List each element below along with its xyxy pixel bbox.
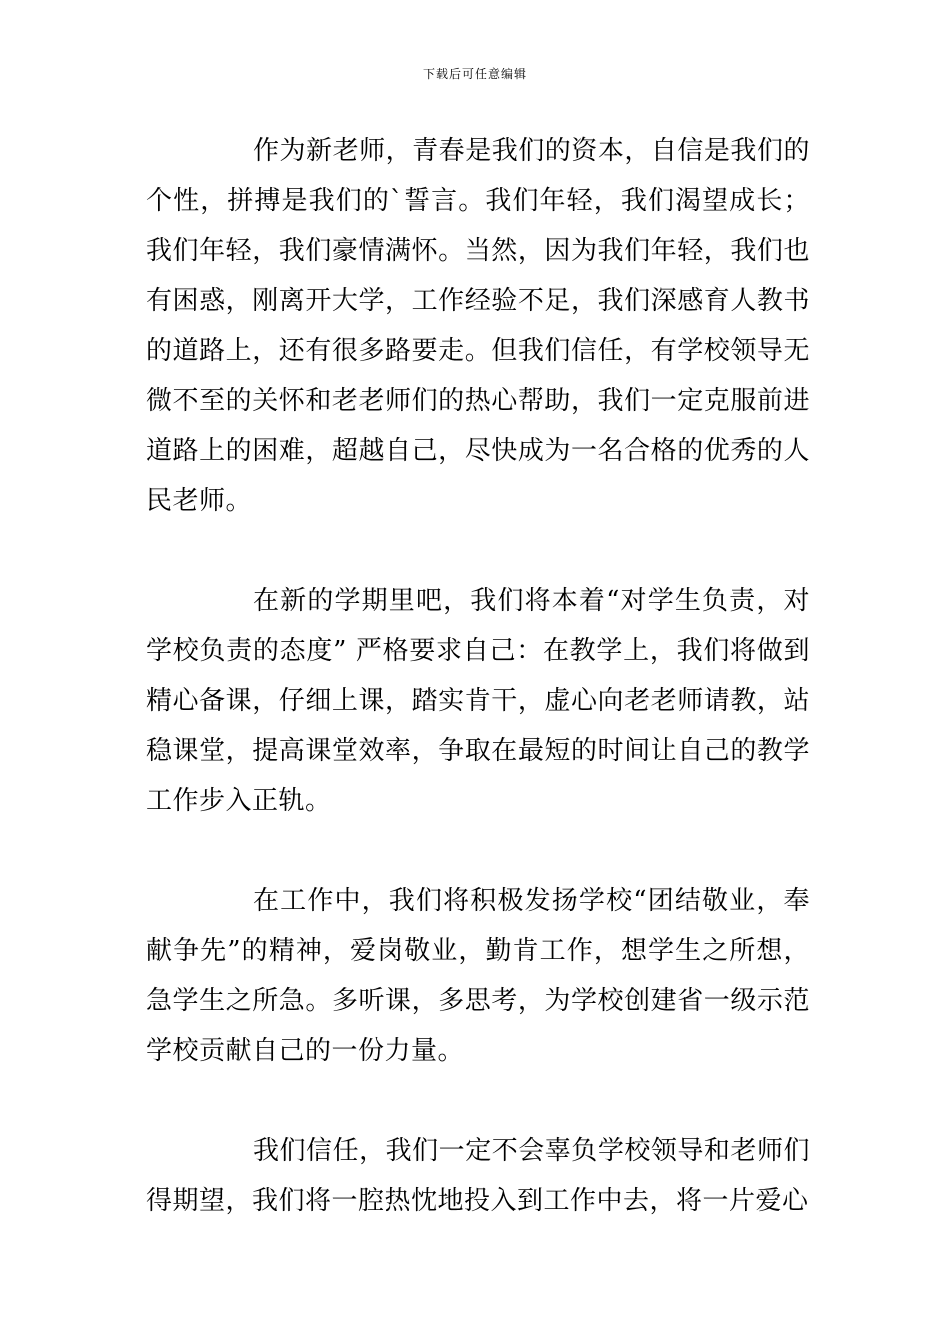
header-note: 下载后可任意编辑 [422,67,527,81]
document-body [146,126,810,1226]
paragraph-4: 我们信任，我们一定不会辜负学校领导和老师们得期望，我们将一腔热忱地投入到工作中去，将一片爱心 [146,1136,810,1216]
paragraph-2: 在新的学期里吧，我们将本着“对学生负责，对学校负责的态度” 严格要求自己：在教学上，我们将做到精心备课，仔细上课，踏实肯干，虚心向老老师请教，站稳课堂，提高课堂效率，争取在最短的时间让自己的教学工作步入正轨。 [146,586,810,816]
paragraph-1: 作为新老师，青春是我们的资本，自信是我们的个性，拼搏是我们的`誓言。我们年轻，我们渴望成长；我们年轻，我们豪情满怀。当然，因为我们年轻，我们也有困惑，刚离开大学，工作经验不足，我们深感育人教书的道路上，还有很多路要走。但我们信任，有学校领导无微不至的关怀和老老师们的热心帮助，我们一定克服前进道路上的困难，超越自己，尽快成为一名合格的优秀的人民老师。 [146,136,810,516]
paragraph-3: 在工作中，我们将积极发扬学校“团结敬业，奉献争先”的精神，爱岗敬业，勤肯工作，想学生之所想，急学生之所急。多听课，多思考，为学校创建省一级示范学校贡献自己的一份力量。 [146,886,810,1066]
